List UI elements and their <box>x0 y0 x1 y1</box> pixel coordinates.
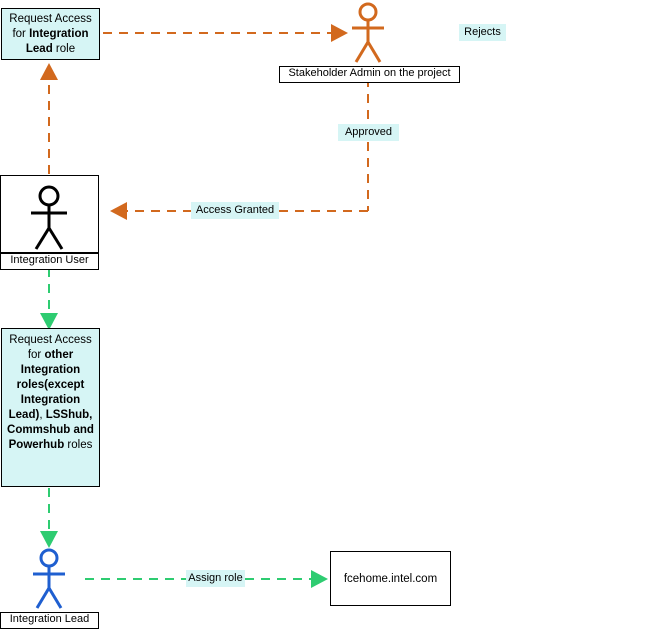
caption-integration-lead <box>0 612 99 629</box>
edge-label-access-granted-text: Access Granted <box>195 204 275 216</box>
caption-stakeholder-admin <box>279 66 460 83</box>
actor-person-icon-admin <box>352 4 384 62</box>
edge-label-approved-text: Approved <box>344 126 393 138</box>
node-request-access-other-suffix: roles <box>64 439 93 451</box>
caption-stakeholder-admin-text: Stakeholder Admin on the project <box>288 67 451 79</box>
node-request-access-other-bold1: other Integration roles(except Integration Lead) <box>8 349 85 421</box>
decorative-circle <box>620 7 671 60</box>
actor-person-icon-lead <box>33 550 65 608</box>
edge-label-access-granted <box>191 202 279 219</box>
node-request-access-lead-prefix: Request Access for <box>9 13 92 40</box>
node-request-access-other-sep: , <box>39 409 46 421</box>
node-fcehome <box>330 551 451 606</box>
caption-integration-lead-text: Integration Lead <box>9 613 90 625</box>
edge-label-approved <box>338 124 399 141</box>
edge-label-rejects <box>459 24 506 41</box>
node-integration-user-frame <box>0 175 99 253</box>
node-request-access-other-prefix: Request Access for <box>9 334 92 361</box>
caption-integration-user <box>0 253 99 270</box>
edge-label-rejects-text: Rejects <box>464 26 501 38</box>
node-request-access-lead-bold: Integration Lead <box>25 28 89 55</box>
node-fcehome-label: fcehome.intel.com <box>343 572 438 585</box>
caption-integration-user-text: Integration User <box>10 254 89 266</box>
edge-label-assign-role-text: Assign role <box>188 572 243 584</box>
edge-label-assign-role <box>186 570 245 587</box>
node-request-access-other <box>1 328 100 487</box>
node-request-access-other-bold2: LSShub, Commshub and Powerhub <box>7 409 94 451</box>
node-request-access-lead-suffix: role <box>52 43 76 55</box>
node-request-access-lead <box>1 8 100 60</box>
